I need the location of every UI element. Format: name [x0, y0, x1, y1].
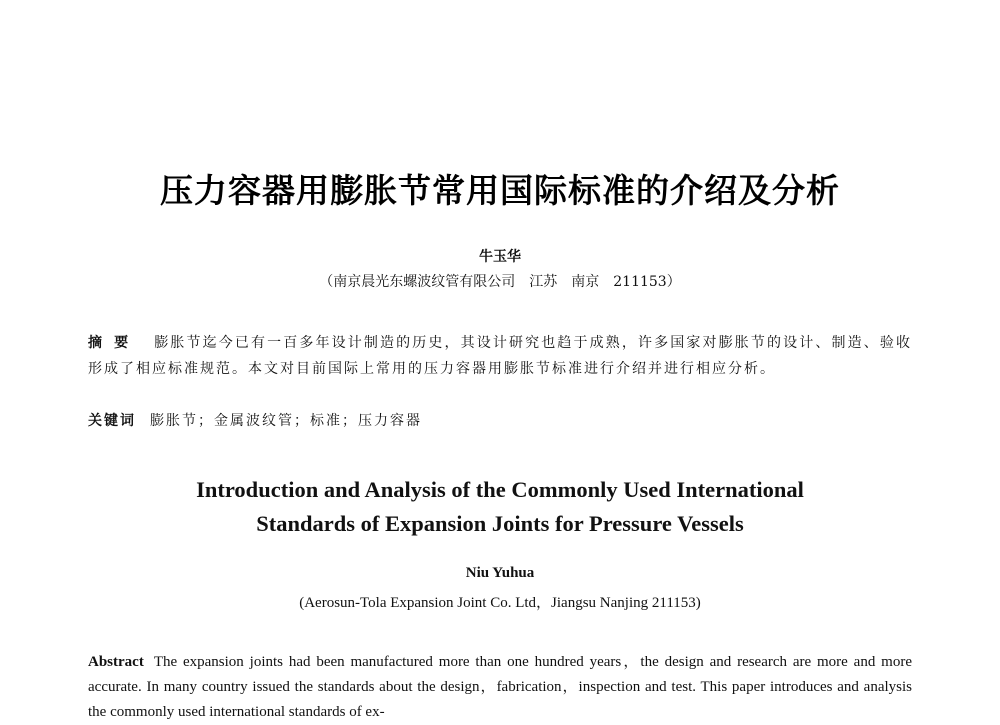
english-abstract — [88, 650, 912, 725]
english-abstract-text: The expansion joints had been manufactured more than one hundred years，the design and research are more and more accurate. In many country issued the standards about the design，fabrication，inspection and test. This paper introduces and analysis the commonly used international standards of ex- — [88, 654, 912, 720]
chinese-keywords-text: 膨胀节；金属波纹管；标准；压力容器 — [150, 413, 422, 429]
english-author: Niu Yuhua — [465, 565, 535, 581]
english-title — [0, 473, 1000, 541]
chinese-abstract-text: 膨胀节迄今已有一百多年设计制造的历史，其设计研究也趋于成熟，许多国家对膨胀节的设计、制造、验收形成了相应标准规范。本文对目前国际上常用的压力容器用膨胀节标准进行介绍并进行相应分析。 — [88, 335, 912, 377]
english-title-line-2: Standards of Expansion Joints for Pressure Vessels — [256, 511, 744, 536]
chinese-keywords-label: 关键词 — [88, 413, 136, 429]
chinese-abstract — [88, 330, 912, 382]
chinese-affiliation: （南京晨光东螺波纹管有限公司 江苏 南京 211153） — [319, 274, 681, 290]
english-affiliation: (Aerosun-Tola Expansion Joint Co. Ltd，Jiangsu Nanjing 211153) — [299, 595, 701, 611]
chinese-abstract-label: 摘要 — [88, 335, 141, 351]
chinese-author: 牛玉华 — [479, 249, 521, 265]
english-abstract-label: Abstract — [88, 654, 144, 670]
english-title-line-1: Introduction and Analysis of the Commonly Used International — [196, 477, 804, 502]
chinese-keywords — [88, 410, 912, 430]
chinese-title: 压力容器用膨胀节常用国际标准的介绍及分析 — [160, 171, 840, 210]
